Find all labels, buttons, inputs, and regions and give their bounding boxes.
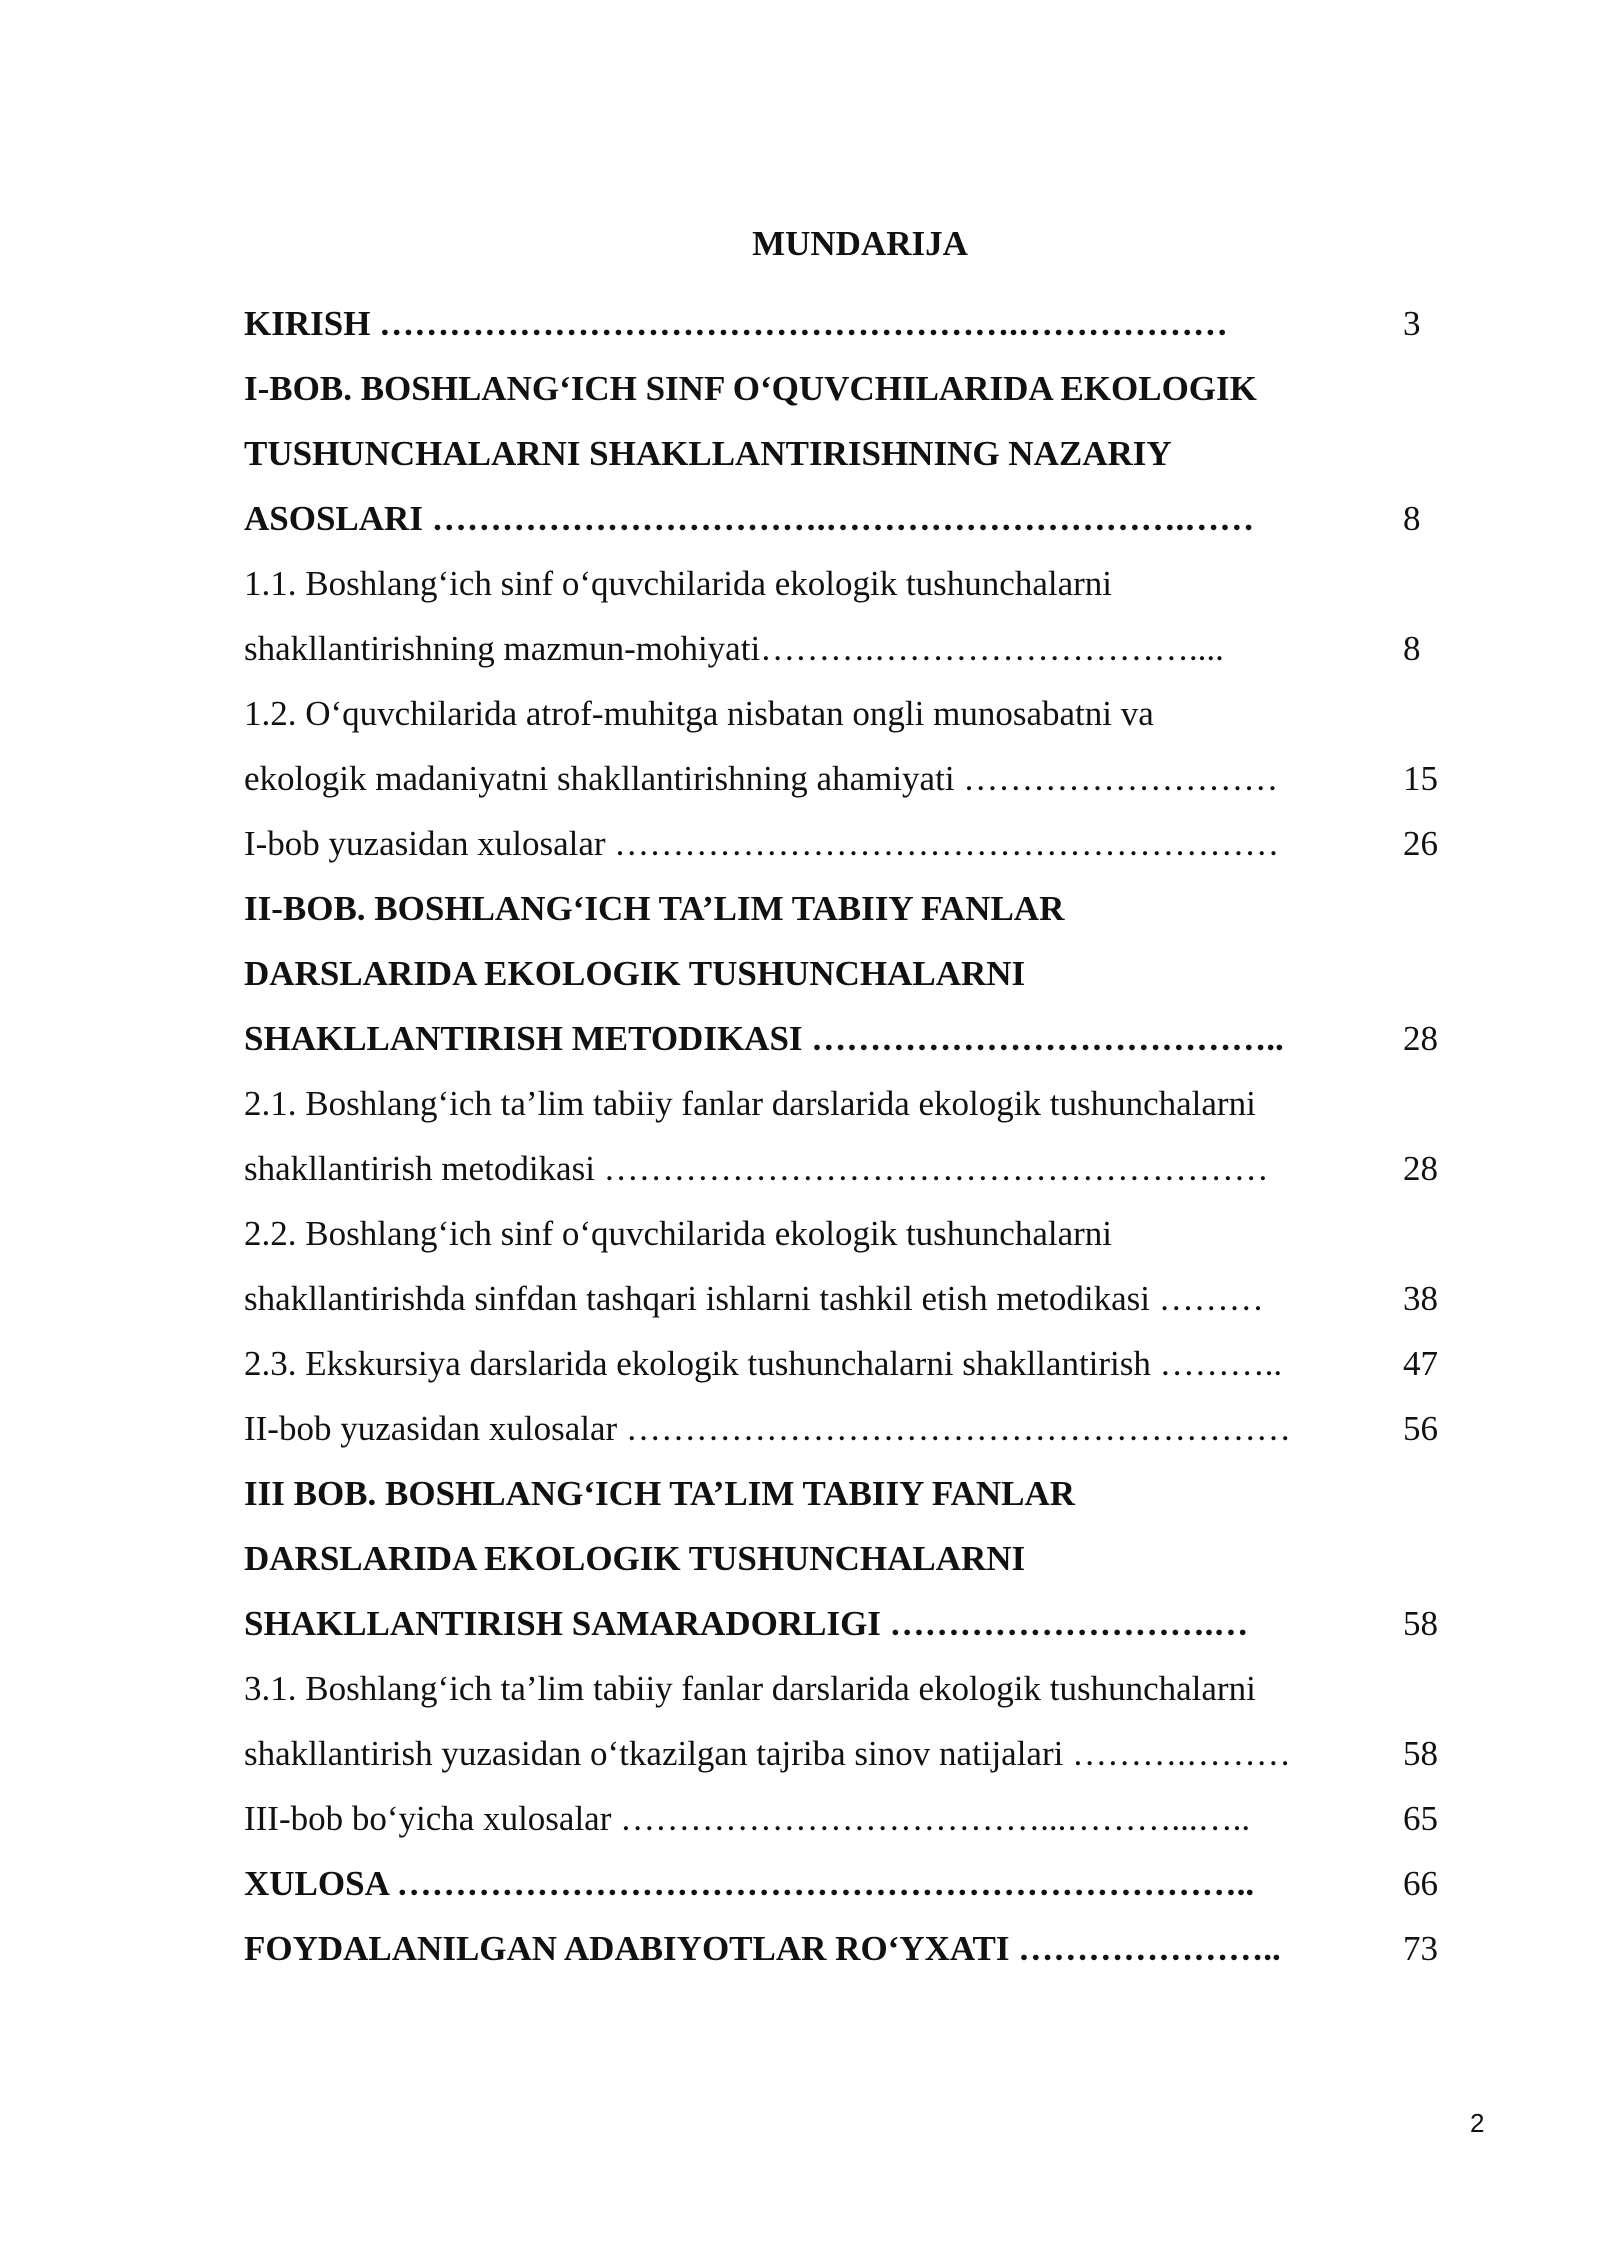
toc-entry-text: shakllantirish yuzasidan o‘tkazilgan tajriba sinov natijalari ……….………: [244, 1734, 1291, 1773]
toc-entry-text: shakllantirishning mazmun-mohiyati……….………………………....: [244, 629, 1224, 668]
toc-entry-text: 2.2. Boshlang‘ich sinf o‘quvchilarida ekologik tushunchalarni: [244, 1214, 1113, 1253]
toc-entry-page: 8: [1403, 629, 1421, 668]
toc-entry-text: DARSLARIDA EKOLOGIK TUSHUNCHALARNI: [244, 954, 1026, 993]
toc-entry-page: 26: [1403, 824, 1438, 863]
toc-entry: [244, 356, 1454, 421]
toc-entry: [244, 1916, 1454, 1981]
toc-entry: [244, 551, 1454, 616]
toc-entry: [244, 486, 1454, 551]
page-title: MUNDARIJA: [752, 224, 968, 263]
toc-entry-text: 1.1. Boshlang‘ich sinf o‘quvchilarida ekologik tushunchalarni: [244, 564, 1113, 603]
toc-entry-page: 58: [1403, 1734, 1438, 1773]
toc-entry-page: 38: [1403, 1279, 1438, 1318]
toc-entry: [244, 1396, 1454, 1461]
toc-entry-text: I-bob yuzasidan xulosalar …………………………………………………: [244, 824, 1280, 863]
toc-entry-text: KIRISH ……………………………………………….………………: [244, 304, 1228, 343]
toc-entry: [244, 1656, 1454, 1721]
toc-entry: [244, 1136, 1454, 1201]
toc-entry-text: III BOB. BOSHLANG‘ICH TA’LIM TABIIY FANLAR: [244, 1474, 1076, 1513]
toc-entry: [244, 291, 1454, 356]
toc-entry-text: SHAKLLANTIRISH SAMARADORLIGI ……………………….…: [244, 1604, 1249, 1643]
toc-entry: [244, 616, 1454, 681]
toc-entry-text: I-BOB. BOSHLANG‘ICH SINF O‘QUVCHILARIDA EKOLOGIK: [244, 369, 1257, 408]
toc-entry-page: 8: [1403, 499, 1421, 538]
toc-entry: [244, 1331, 1454, 1396]
toc-entry-text: shakllantirishda sinfdan tashqari ishlarni tashkil etish metodikasi ………: [244, 1279, 1264, 1318]
toc-entry-page: 56: [1403, 1409, 1438, 1448]
toc-entry-text: III-bob bo‘yicha xulosalar ………………………………...………...…..: [244, 1799, 1251, 1838]
toc-entry: [244, 681, 1454, 746]
toc-entry-page: 58: [1403, 1604, 1438, 1643]
toc-entry-text: 3.1. Boshlang‘ich ta’lim tabiiy fanlar darslarida ekologik tushunchalarni: [244, 1669, 1256, 1708]
toc-entry-text: 2.3. Ekskursiya darslarida ekologik tushunchalarni shakllantirish ………..: [244, 1344, 1283, 1383]
toc-entry: [244, 1591, 1454, 1656]
page-number: 2: [1470, 2108, 1485, 2138]
toc-entry-page: 28: [1403, 1019, 1438, 1058]
table-of-contents: [244, 291, 1454, 1981]
toc-entry-page: 73: [1403, 1929, 1438, 1968]
toc-entry-page: 65: [1403, 1799, 1438, 1838]
toc-entry-text: ekologik madaniyatni shakllantirishning ahamiyati ………………………: [244, 759, 1279, 798]
toc-entry: [244, 1461, 1454, 1526]
toc-entry-page: 47: [1403, 1344, 1438, 1383]
toc-entry-text: shakllantirish metodikasi …………………………………………………: [244, 1149, 1269, 1188]
toc-entry-text: ASOSLARI …………………………….………………………….……: [244, 499, 1255, 538]
toc-entry-text: FOYDALANILGAN ADABIYOTLAR RO‘YXATI …………………..: [244, 1929, 1281, 1968]
toc-entry: [244, 811, 1454, 876]
toc-entry-text: 1.2. O‘quvchilarida atrof-muhitga nisbatan ongli munosabatni va: [244, 694, 1154, 733]
toc-entry-text: XULOSA ………………………………………………………………..: [244, 1864, 1255, 1903]
toc-entry: [244, 746, 1454, 811]
toc-entry: [244, 1721, 1454, 1786]
toc-entry-text: II-BOB. BOSHLANG‘ICH TA’LIM TABIIY FANLAR: [244, 889, 1065, 928]
toc-entry: [244, 421, 1454, 486]
toc-entry-page: 28: [1403, 1149, 1438, 1188]
toc-entry-page: 66: [1403, 1864, 1438, 1903]
toc-entry: [244, 1071, 1454, 1136]
toc-entry-page: 3: [1403, 304, 1421, 343]
toc-entry: [244, 1266, 1454, 1331]
toc-entry-text: II-bob yuzasidan xulosalar …………………………………………………: [244, 1409, 1291, 1448]
toc-entry-text: TUSHUNCHALARNI SHAKLLANTIRISHNING NAZARIY: [244, 434, 1172, 473]
toc-entry: [244, 876, 1454, 941]
toc-entry: [244, 1526, 1454, 1591]
toc-entry: [244, 1006, 1454, 1071]
toc-entry: [244, 941, 1454, 1006]
toc-entry: [244, 1786, 1454, 1851]
toc-entry-text: DARSLARIDA EKOLOGIK TUSHUNCHALARNI: [244, 1539, 1026, 1578]
toc-entry: [244, 1201, 1454, 1266]
toc-entry-text: SHAKLLANTIRISH METODIKASI …………………………………..: [244, 1019, 1284, 1058]
toc-entry: [244, 1851, 1454, 1916]
toc-entry-text: 2.1. Boshlang‘ich ta’lim tabiiy fanlar darslarida ekologik tushunchalarni: [244, 1084, 1256, 1123]
toc-entry-page: 15: [1403, 759, 1438, 798]
